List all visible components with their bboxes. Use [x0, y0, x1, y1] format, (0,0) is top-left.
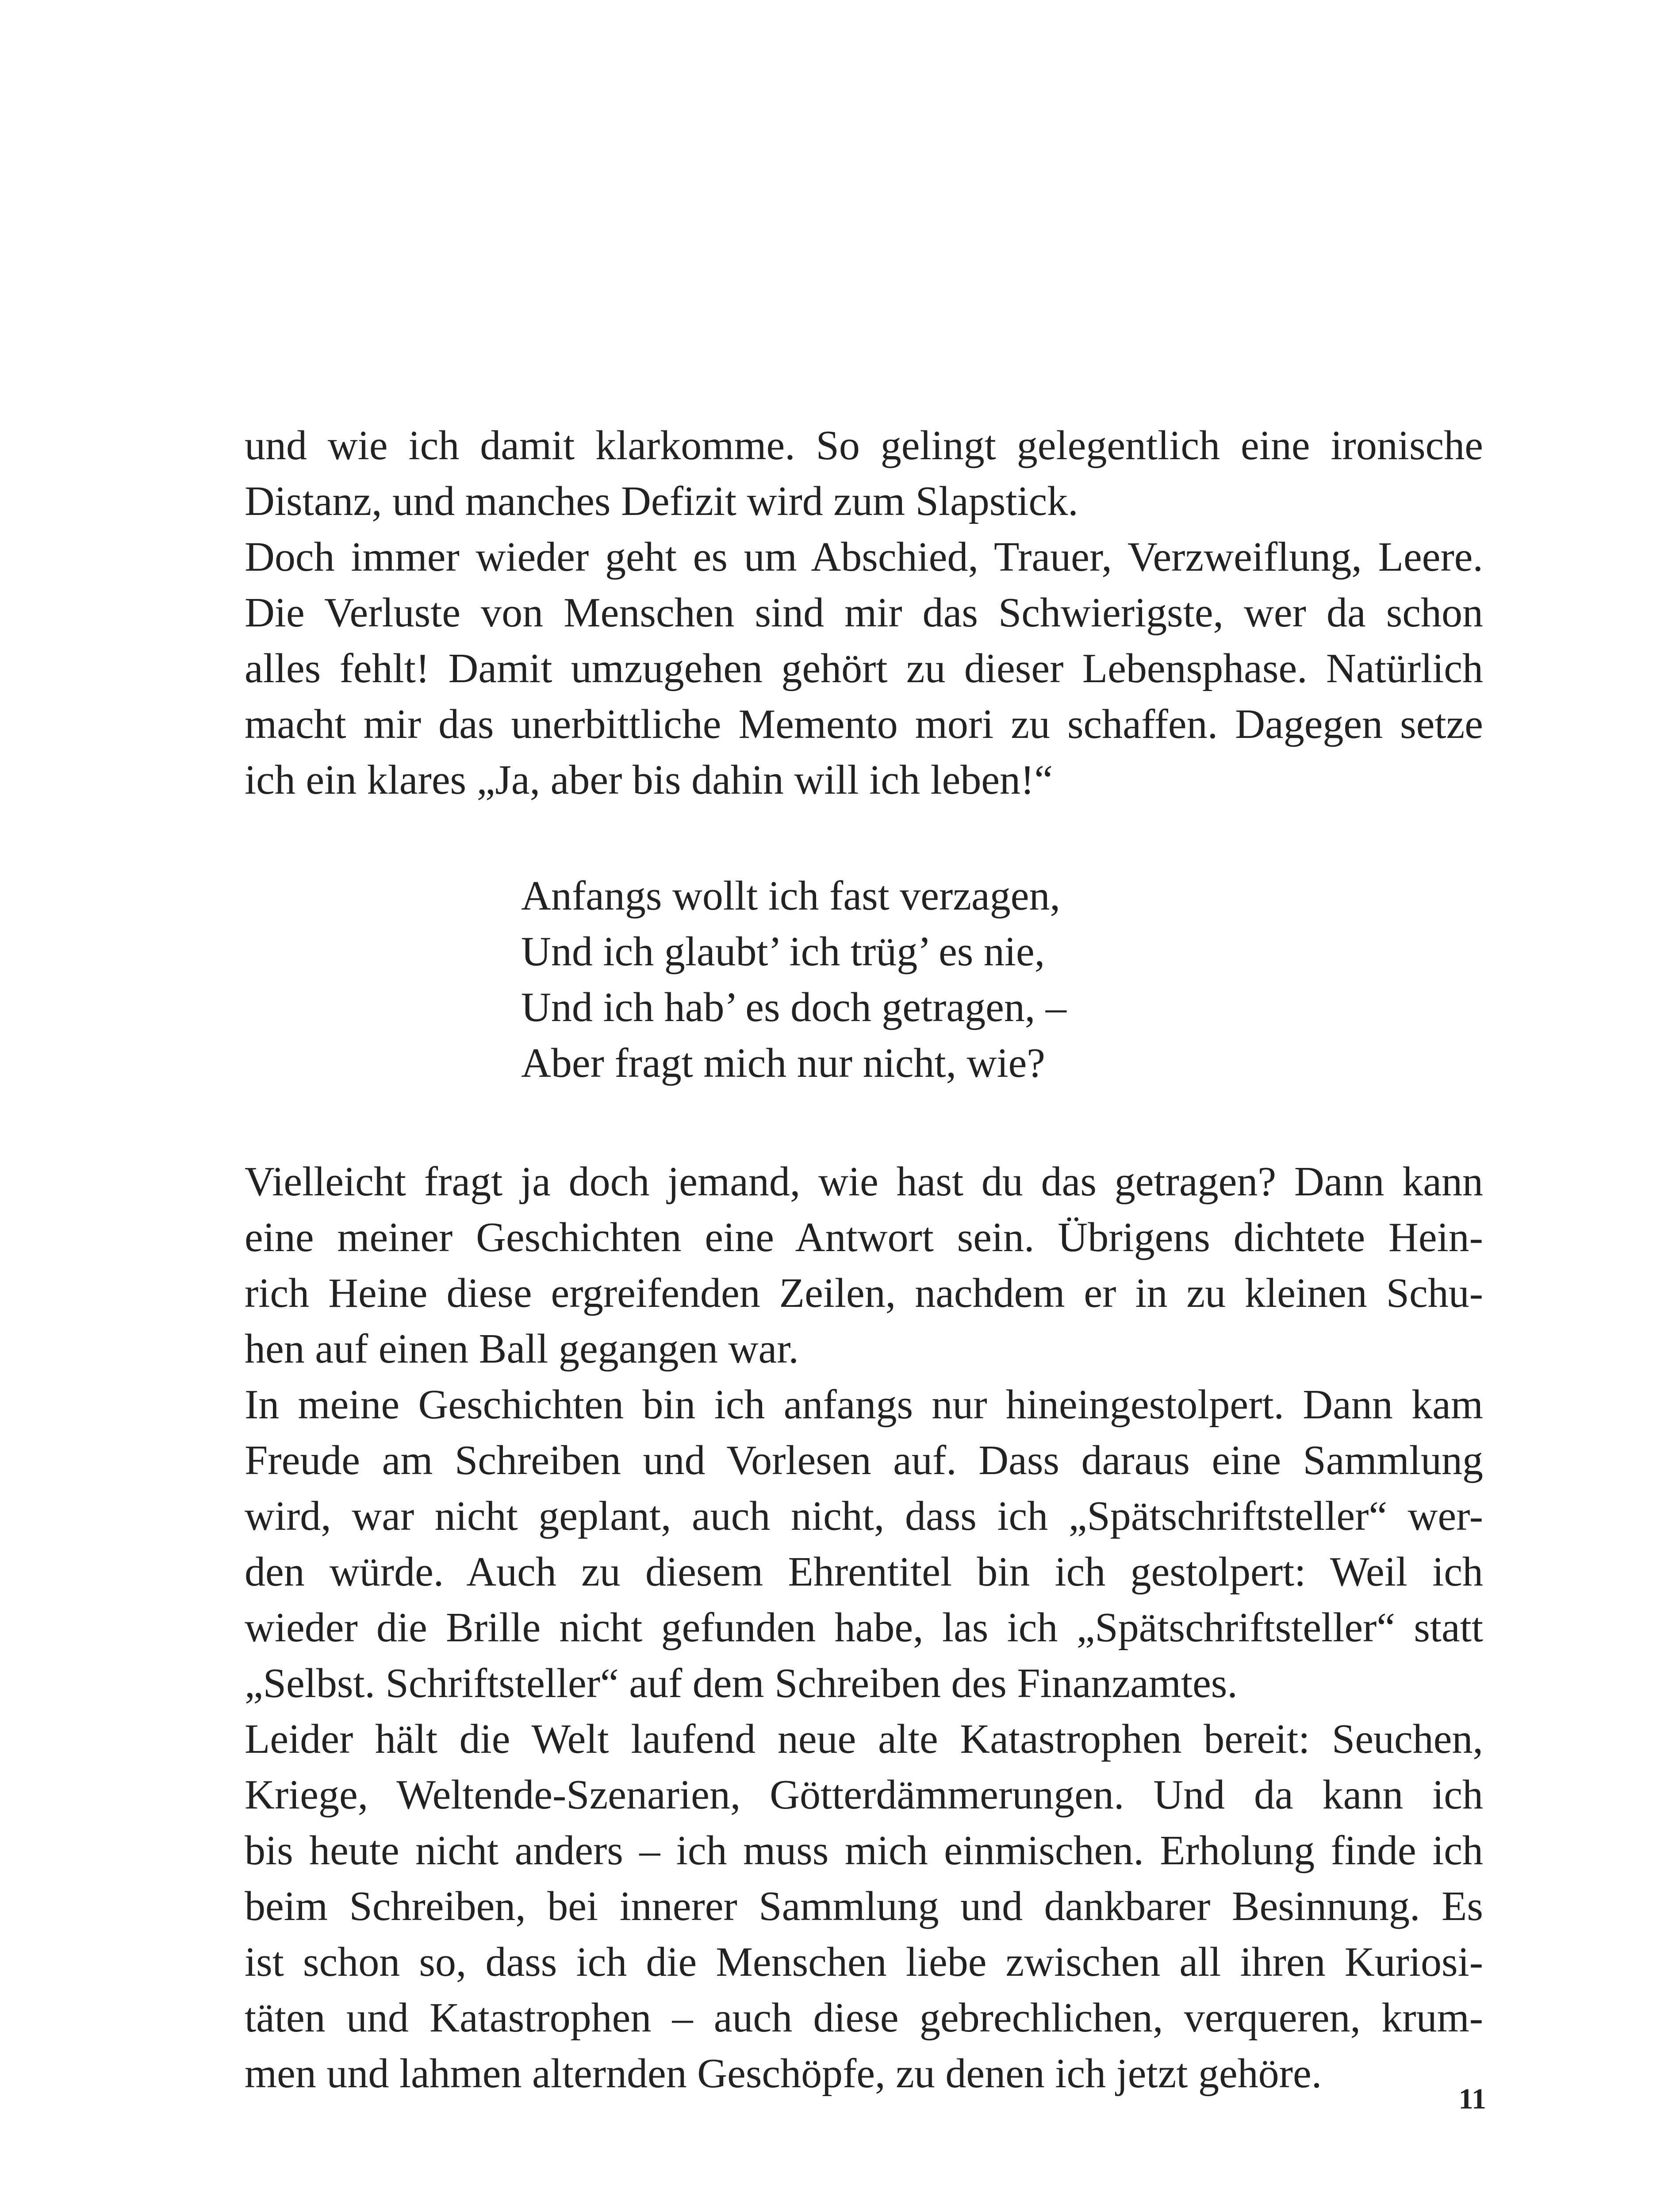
text-line: und wie ich damit klarkomme. So gelingt gelegentlich eine ironische: [245, 422, 1483, 469]
text-line: wieder die Brille nicht gefunden habe, las ich „Spätschriftsteller“ statt: [245, 1605, 1483, 1651]
poem-quote: [521, 868, 1066, 1091]
poem-line: Und ich glaubt’ ich trüg’ es nie,: [521, 929, 1045, 975]
text-line: ich ein klares „Ja, aber bis dahin will ich leben!“: [245, 757, 1053, 803]
page-number: 11: [1458, 2083, 1486, 2115]
text-line: Leider hält die Welt laufend neue alte Katastrophen bereit: Seuchen,: [245, 1716, 1483, 1762]
poem-line: Aber fragt mich nur nicht, wie?: [521, 1040, 1046, 1086]
text-line: In meine Geschichten bin ich anfangs nur hineingestolpert. Dann kam: [245, 1382, 1483, 1428]
text-line: Freude am Schreiben und Vorlesen auf. Dass daraus eine Sammlung: [245, 1437, 1483, 1483]
text-line: beim Schreiben, bei innerer Sammlung und dankbarer Besinnung. Es: [245, 1883, 1483, 1929]
text-line: wird, war nicht geplant, auch nicht, dass ich „Spätschriftsteller“ wer-: [245, 1493, 1483, 1539]
text-line: macht mir das unerbittliche Memento mori zu schaffen. Dagegen setze: [245, 701, 1483, 747]
text-line: „Selbst. Schriftsteller“ auf dem Schreiben des Finanzamtes.: [245, 1660, 1238, 1706]
text-line: men und lahmen alternden Geschöpfe, zu denen ich jetzt gehöre.: [245, 2051, 1322, 2097]
text-line: bis heute nicht anders – ich muss mich einmischen. Erholung finde ich: [245, 1828, 1483, 1874]
poem-line: Und ich hab’ es doch getragen, –: [521, 984, 1066, 1030]
text-line: Vielleicht fragt ja doch jemand, wie hast du das getragen? Dann kann: [245, 1159, 1483, 1205]
text-line: Doch immer wieder geht es um Abschied, Trauer, Verzweiflung, Leere.: [245, 534, 1483, 580]
paragraph-block-1: [245, 418, 1483, 808]
text-line: Kriege, Weltende-Szenarien, Götterdämmerungen. Und da kann ich: [245, 1772, 1483, 1818]
text-line: alles fehlt! Damit umzugehen gehört zu dieser Lebensphase. Natürlich: [245, 645, 1483, 691]
text-line: den würde. Auch zu diesem Ehrentitel bin ich gestolpert: Weil ich: [245, 1549, 1483, 1595]
text-line: hen auf einen Ball gegangen war.: [245, 1326, 799, 1372]
text-line: täten und Katastrophen – auch diese gebrechlichen, verqueren, krum-: [245, 1995, 1483, 2041]
paragraph-block-2: [245, 1154, 1483, 2101]
text-line: eine meiner Geschichten eine Antwort sein. Übrigens dichtete Hein-: [245, 1214, 1483, 1260]
poem-line: Anfangs wollt ich fast verzagen,: [521, 873, 1060, 919]
text-line: Die Verluste von Menschen sind mir das Schwierigste, wer da schon: [245, 590, 1483, 636]
text-line: rich Heine diese ergreifenden Zeilen, nachdem er in zu kleinen Schu-: [245, 1270, 1483, 1316]
text-line: Distanz, und manches Defizit wird zum Slapstick.: [245, 478, 1078, 524]
text-line: ist schon so, dass ich die Menschen liebe zwischen all ihren Kuriosi-: [245, 1939, 1483, 1985]
